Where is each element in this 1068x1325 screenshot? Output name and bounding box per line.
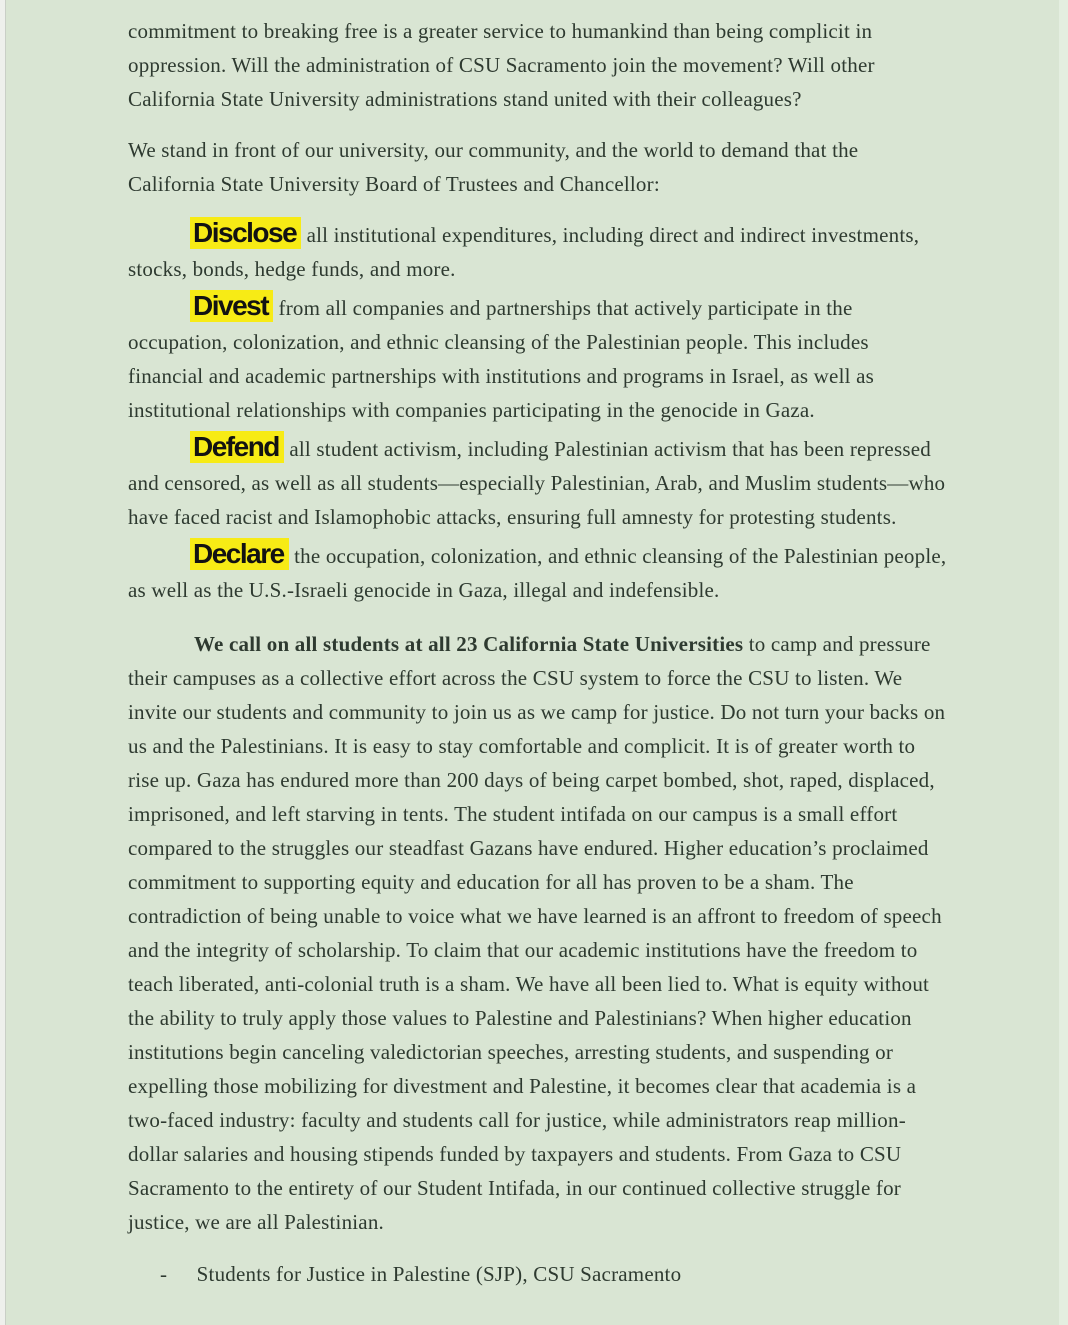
paragraph-demand-intro bbox=[128, 133, 948, 201]
call-to-action-text: to camp and pressure their campuses as a collective effort across the CSU system to force the CSU to listen. We invite our students and community to join us as we camp for justice. Do not turn your backs on us and the Palestinians. It is easy to stay comfortable and complicit. It is of greater worth to rise up. Gaza has endured more than 200 days of being carpet bombed, shot, raped, displaced, imprisoned, and left starving in tents. The student intifada on our campus is a small effort compared to the struggles our steadfast Gazans have endured. Higher education’s proclaimed commitment to supporting equity and education for all has proven to be a sham. The contradiction of being unable to voice what we have learned is an affront to freedom of speech and the integrity of scholarship. To claim that our academic institutions have the freedom to teach liberated, anti-colonial truth is a sham. We have all been lied to. What is equity without the ability to truly apply those values to Palestine and Palestinians? When higher education institutions begin canceling valedictorian speeches, arresting students, and suspending or expelling those mobilizing for divestment and Palestine, it becomes clear that academia is a two-faced industry: faculty and students call for justice, while administrators reap million-dollar salaries and housing stipends funded by taxpayers and students. From Gaza to CSU Sacramento to the entirety of our Student Intifada, in our continued collective struggle for justice, we are all Palestinian. bbox=[128, 632, 946, 1234]
signature-line bbox=[128, 1257, 948, 1291]
call-to-action-bold-lead: We call on all students at all 23 California State Universities bbox=[194, 632, 744, 656]
demand-disclose bbox=[128, 218, 948, 286]
demand-text: the occupation, colonization, and ethnic cleansing of the Palestinian people, as well as the U.S.-Israeli genocide in Gaza, illegal and indefensible. bbox=[128, 544, 947, 602]
demand-text: from all companies and partnerships that actively participate in the occupation, colonization, and ethnic cleansing of the Palestinian people. This includes financial and academic partnerships with institutions and programs in Israel, as well as institutional relationships with companies participating in the genocide in Gaza. bbox=[128, 296, 874, 422]
demand-keyword-highlight: Disclose bbox=[190, 217, 301, 249]
signature-text: Students for Justice in Palestine (SJP), CSU Sacramento bbox=[196, 1262, 682, 1286]
paragraph-demand-intro-text: We stand in front of our university, our community, and the world to demand that the California State University Board of Trustees and Chancellor: bbox=[128, 138, 859, 196]
paragraph-continuation-text: commitment to breaking free is a greater service to humankind than being complicit in oppression. Will the administration of CSU Sacramento join the movement? Will other California State University administrations stand united with their colleagues? bbox=[128, 19, 875, 111]
paragraph-continuation bbox=[128, 14, 948, 116]
demand-text: all student activism, including Palestinian activism that has been repressed and censored, as well as all students—especially Palestinian, Arab, and Muslim students—who have faced racist and Islamophobic attacks, ensuring full amnesty for protesting students. bbox=[128, 437, 946, 529]
demand-text: all institutional expenditures, including direct and indirect investments, stocks, bonds, hedge funds, and more. bbox=[128, 223, 920, 281]
demand-declare bbox=[128, 539, 948, 607]
demand-keyword-highlight: Divest bbox=[190, 290, 273, 322]
demand-keyword-highlight: Declare bbox=[190, 538, 289, 570]
demand-defend bbox=[128, 432, 948, 534]
demand-keyword-highlight: Defend bbox=[190, 431, 284, 463]
demand-divest bbox=[128, 291, 948, 427]
paragraph-call-to-action bbox=[128, 627, 948, 1239]
signature-dash: - bbox=[160, 1262, 168, 1286]
